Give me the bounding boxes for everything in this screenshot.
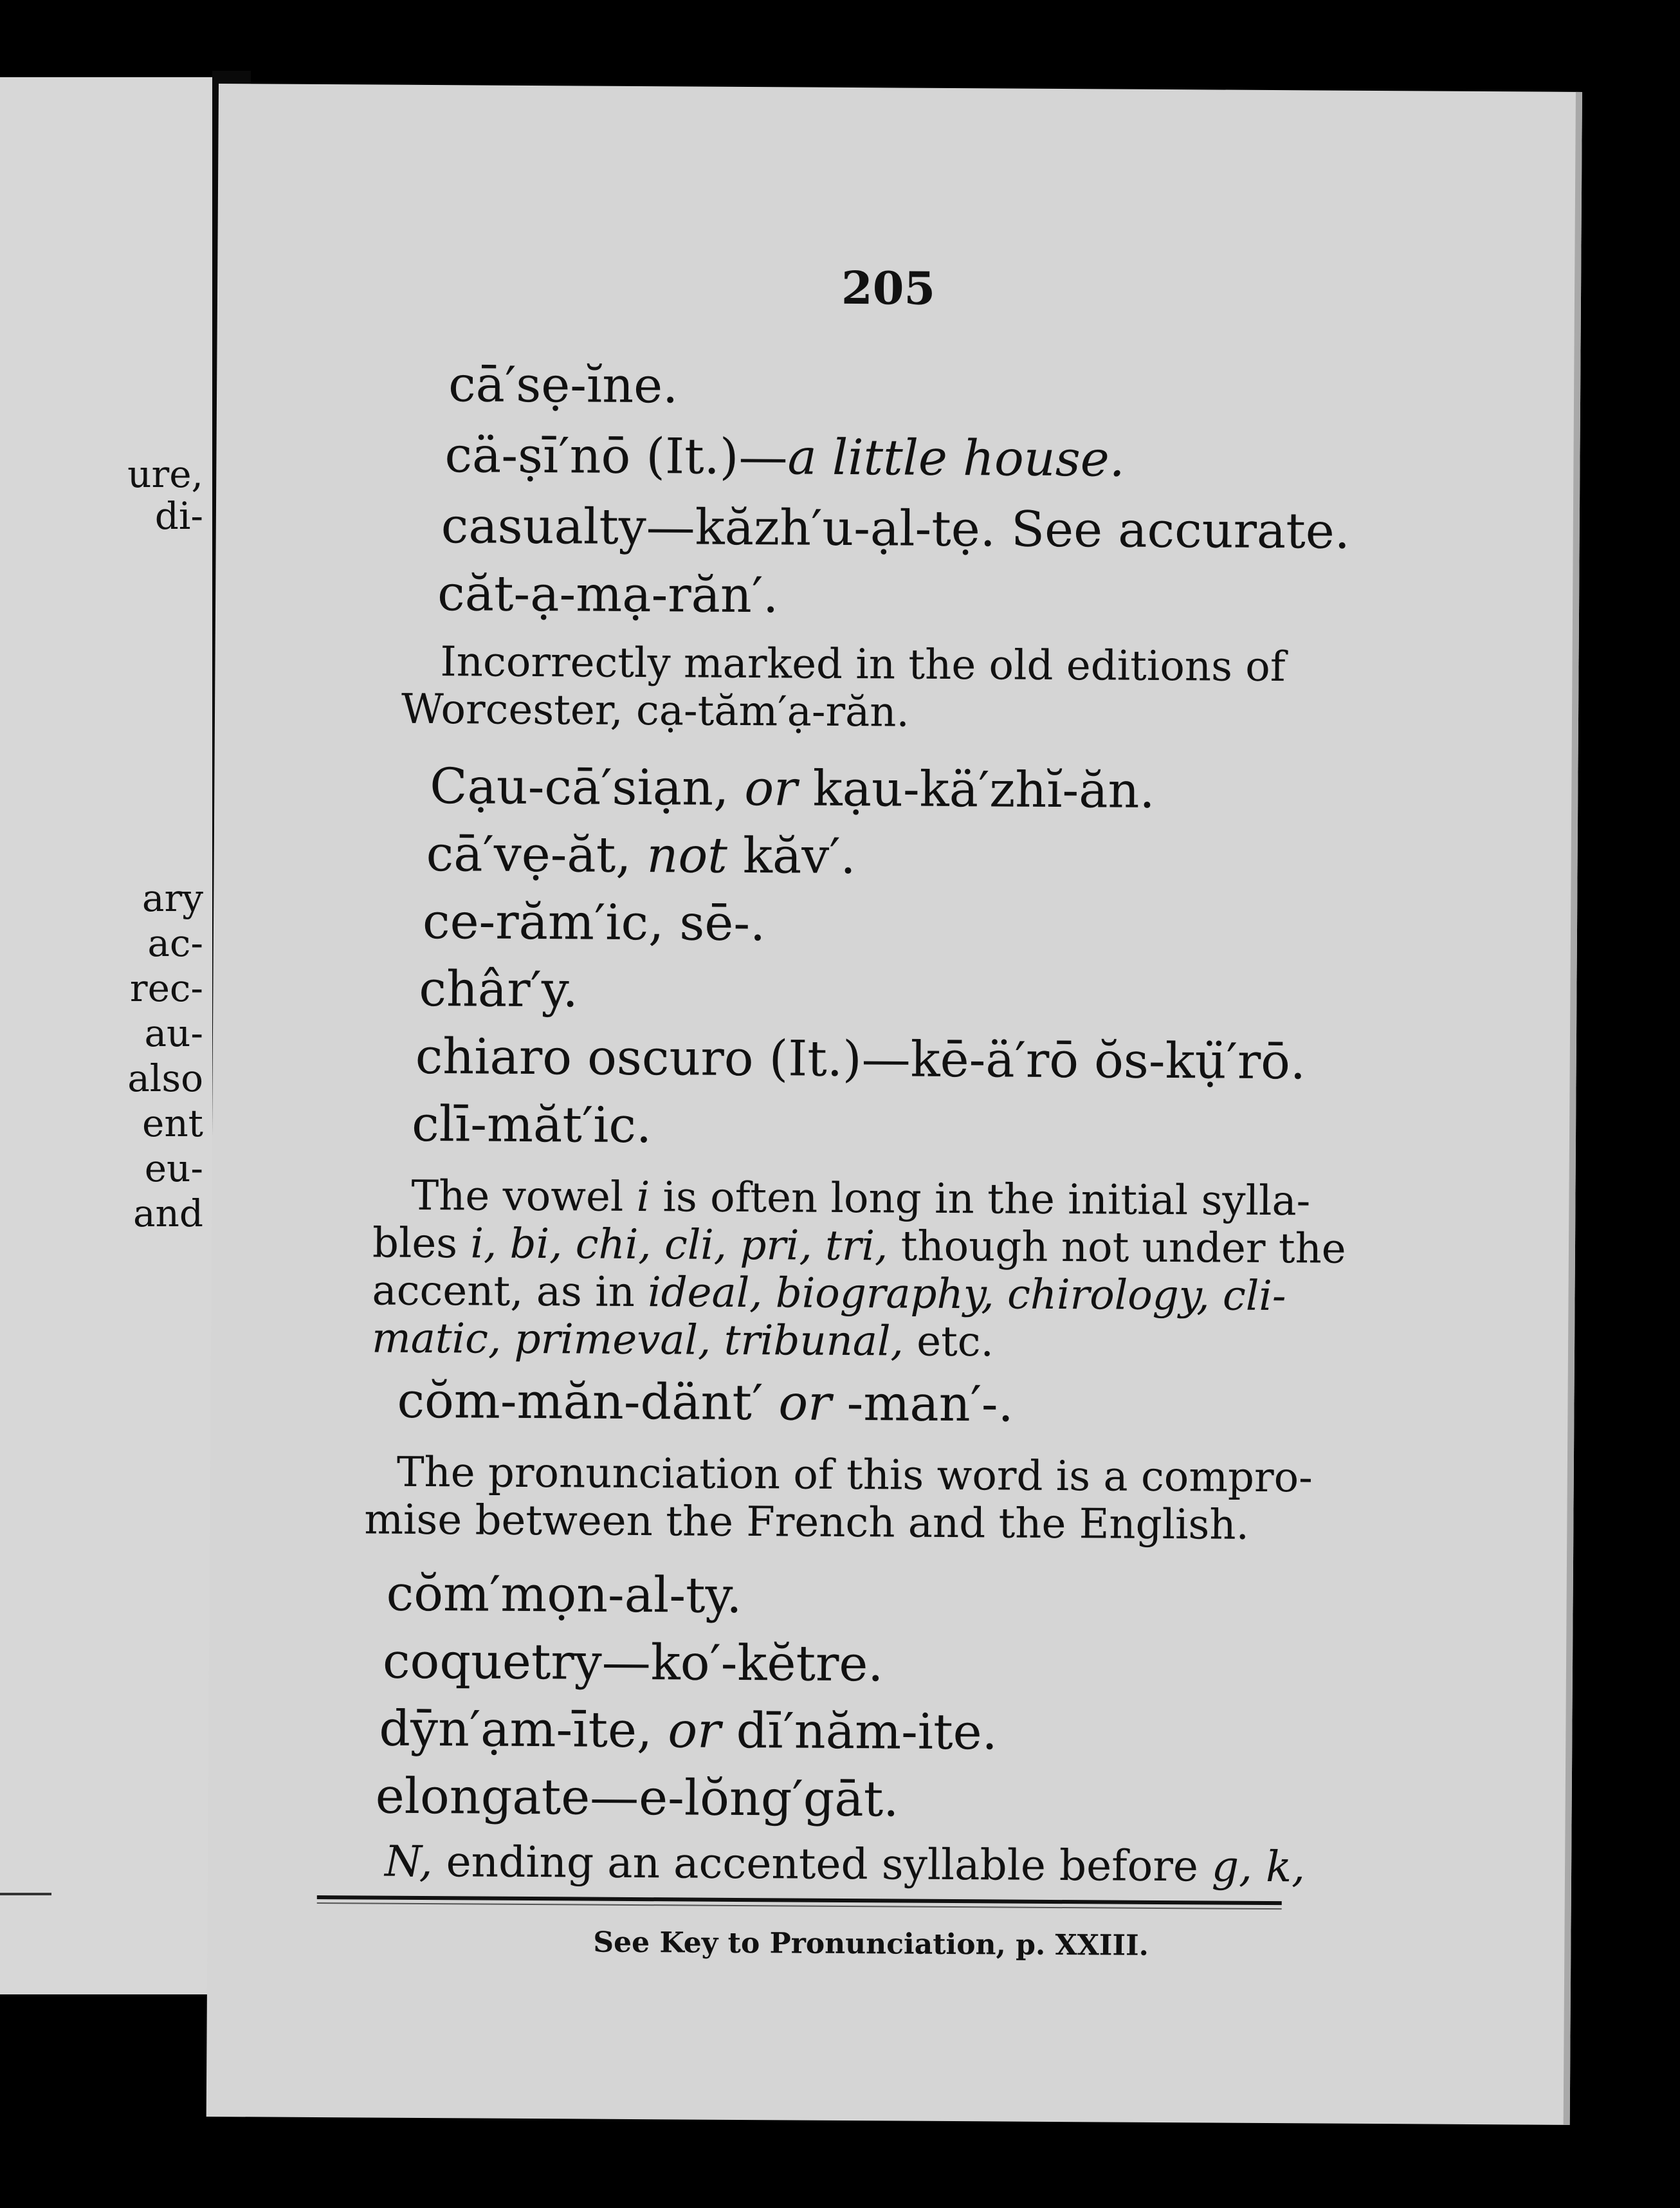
left-text-fragment: di-: [154, 494, 203, 538]
left-text-fragment: ac-: [147, 921, 203, 965]
left-text-fragment: and: [132, 1191, 203, 1235]
dictionary-entry: cŏm-măn-dänt′ or -man′-.: [397, 1371, 1014, 1433]
usage-note: N, ending an accented syllable before g, k,: [384, 1836, 1306, 1892]
left-text-fragment: eu-: [144, 1146, 203, 1190]
dictionary-entry: cā′sẹ-ĭne.: [448, 355, 679, 414]
pronunciation-key-footer: See Key to Pronunciation, p. XXIII.: [593, 1926, 1149, 1962]
note-line: accent, as in ideal, biography, chirology, cli-: [372, 1267, 1286, 1321]
dictionary-entry: dȳn′ạm-īte, or dī′năm-ite.: [379, 1699, 998, 1761]
note-line: matic, primeval, tribunal, etc.: [371, 1314, 994, 1366]
dictionary-entry: căt-ạ-mạ-răn′.: [437, 564, 779, 624]
entry-gloss: a little house.: [787, 428, 1126, 488]
dictionary-entry: elongate—e-lŏng′gāt.: [375, 1767, 899, 1828]
left-text-fragment: also: [127, 1056, 203, 1100]
note-line: bles i, bi, chi, cli, pri, tri, though not under the: [372, 1219, 1346, 1273]
note-line: Worcester, cạ-tăm′ạ-răn.: [401, 685, 910, 737]
note-line: Incorrectly marked in the old editions of: [440, 638, 1286, 692]
usage-note: [371, 1172, 1346, 1368]
dictionary-entry: casualty—kăzh′u-ạl-tẹ. See accurate.: [441, 497, 1351, 560]
left-text-fragment: ary: [142, 876, 203, 920]
dictionary-entry: ce-răm′ic, sē-.: [422, 892, 766, 952]
dictionary-entry: châr′y.: [419, 959, 579, 1018]
book-page: [206, 84, 1582, 2125]
entry-headword: cä-ṣī′nō (It.)—: [444, 426, 788, 486]
left-text-fragment: ure,: [127, 452, 203, 496]
left-text-fragment: ent: [142, 1101, 203, 1145]
note-line: The vowel i is often long in the initial sylla-: [411, 1172, 1311, 1226]
dictionary-entry: chiaro oscuro (It.)—kē-ä′rō ŏs-kụ̈′rō.: [415, 1027, 1306, 1090]
dictionary-entry: coquetry—ko′-kĕtre.: [382, 1632, 884, 1693]
left-page-rule: [0, 1893, 51, 1895]
left-text-fragment: au-: [144, 1011, 203, 1055]
previous-page-fragment: [0, 77, 212, 1994]
dictionary-entry: Cạu-cā′siạn, or kạu-kä′zhĭ-ăn.: [430, 757, 1155, 819]
page-number: 205: [841, 261, 936, 315]
dictionary-entry: [444, 426, 1125, 487]
dictionary-entry: clī-măt′ic.: [411, 1094, 652, 1154]
dictionary-entry: cā′vẹ-ăt, not kăv′.: [426, 824, 856, 885]
usage-note: [364, 1448, 1313, 1550]
usage-note: [401, 638, 1286, 739]
left-text-fragment: rec-: [129, 966, 203, 1010]
note-line: mise between the French and the English.: [364, 1496, 1250, 1549]
dictionary-entry: cŏm′mọn-al-ty.: [386, 1564, 742, 1624]
note-line: The pronunciation of this word is a compro-: [396, 1448, 1313, 1502]
